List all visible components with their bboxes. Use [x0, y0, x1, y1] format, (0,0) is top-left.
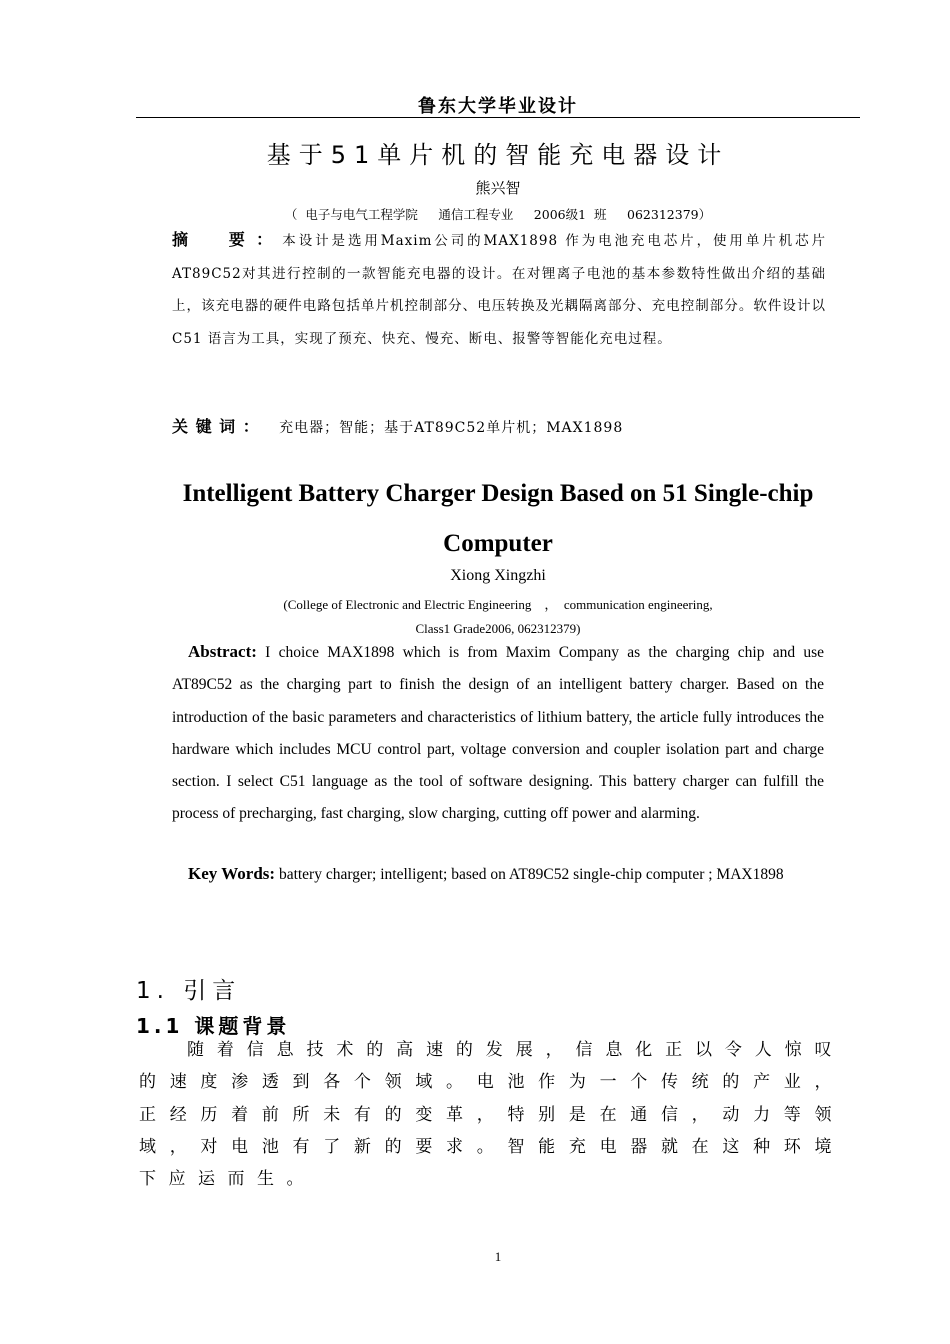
abstract-label-cn: 摘 要 ： — [172, 230, 276, 249]
author-cn: 熊兴智 — [475, 179, 521, 197]
section-body-1-1: 随着信息技术的高速的发展，信息化正以令人惊叹的速度渗透到各个领域。电池作为一个传统的产业，正经历着前所未有的变革，特别是在通信，动力等领域，对电池有了新的要求。智能充电器就在这种环境下应运而生。 — [139, 1040, 844, 1190]
section-heading-1: 1. 引言 — [136, 978, 242, 1004]
keywords-label-en: Key Words: — [188, 864, 276, 883]
abstract-cn — [172, 224, 826, 355]
keywords-cn — [172, 414, 623, 437]
abstract-en — [172, 636, 824, 831]
page-number: 1 — [494, 1249, 502, 1264]
abstract-label-en: Abstract: — [188, 642, 257, 661]
header-rule — [136, 117, 860, 118]
keywords-text-en: battery charger; intelligent; based on AT89C52 single-chip computer ; MAX1898 — [278, 866, 784, 883]
affiliation-en — [136, 593, 860, 641]
affiliation-en-line2: Class1 Grade2006, 062312379) — [415, 621, 581, 636]
paper-title-en: Intelligent Battery Charger Design Based on 51 Single-chip Computer — [182, 480, 814, 557]
abstract-text-cn: 本设计是选用Maxim公司的MAX1898 作为电池充电芯片，使用单片机芯片AT89C52对其进行控制的一款智能充电器的设计。在对锂离子电池的基本参数特性做出介绍的基础上，该充电器的硬件电路包括单片机控制部分、电压转换及光耦隔离部分、充电控制部分。软件设计以C51 语言为工具，实现了预充、快充、慢充、断电、报警等智能化充电过程。 — [172, 233, 826, 347]
author-en: Xiong Xingzhi — [450, 567, 546, 584]
keywords-text-cn: 充电器；智能；基于AT89C52单片机；MAX1898 — [279, 420, 624, 436]
paper-title-cn: 基于51单片机的智能充电器设计 — [266, 141, 730, 169]
affiliation-en-line1: (College of Electronic and Electric Engineering ， communication engineering, — [283, 597, 713, 612]
keywords-en — [188, 862, 824, 887]
abstract-text-en: I choice MAX1898 which is from Maxim Company as the charging chip and use AT89C52 as the charging part to finish the design of an intelligent battery charger. Based on the introduction of the basic parameters and characteristics of lithium battery, the article fully introduces the hardware which includes MCU control part, voltage conversion and coupler isolation part and charge section. I select C51 language as the tool of software designing. This battery charger can fulfill the process of precharging, fast charging, slow charging, cutting off power and alarming. — [172, 644, 825, 823]
affiliation-cn: （ 电子与电气工程学院 通信工程专业 2006级1 班 062312379） — [284, 207, 712, 222]
running-header: 鲁东大学毕业设计 — [418, 96, 578, 117]
keywords-label-cn: 关 键 词 ： — [172, 417, 260, 436]
section-heading-1-1: 1.1 课题背景 — [136, 1014, 291, 1038]
